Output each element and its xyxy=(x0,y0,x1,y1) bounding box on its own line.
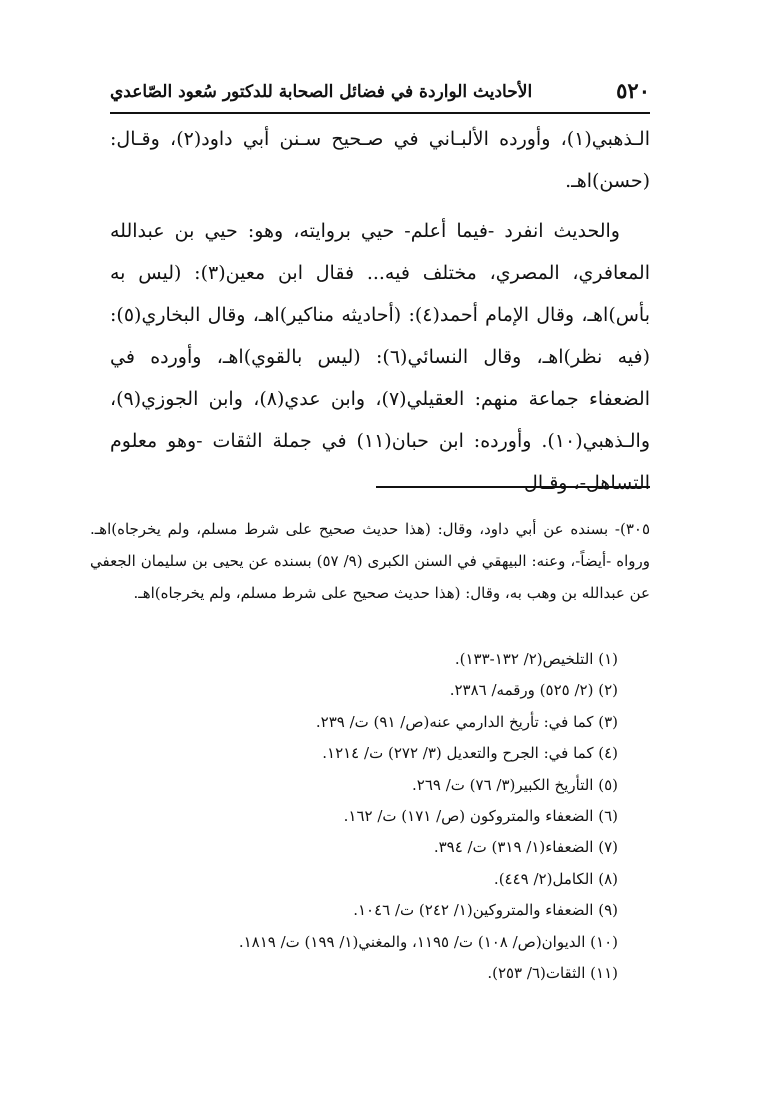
running-title: الأحاديث الواردة في فضائل الصحابة للدكتور سُعود الصّاعدي xyxy=(110,82,533,102)
page-number: ٥٢٠ xyxy=(616,78,650,103)
footnote: (٧) الضعفاء(١/ ٣١٩) ت/ ٣٩٤. xyxy=(433,838,618,857)
main-text xyxy=(110,118,650,504)
footnote: (١١) الثقات(٦/ ٢٥٣). xyxy=(487,964,618,983)
footnote: (٢) (٢/ ٥٢٥) ورقمه/ ٢٣٨٦. xyxy=(449,681,618,700)
footnote: (٤) كما في: الجرح والتعديل (٣/ ٢٧٢) ت/ ١٢١٤. xyxy=(322,744,618,763)
footnote: (٣) كما في: تأريخ الدارمي عنه(ص/ ٩١) ت/ ٢٣٩. xyxy=(315,712,618,731)
footnote: (١٠) الديوان(ص/ ١٠٨) ت/ ١١٩٥، والمغني(١/ ١٩٩) ت/ ١٨١٩. xyxy=(238,932,618,951)
footnote: (١) التلخيص(٢/ ١٣٢-١٣٣). xyxy=(454,650,618,668)
footnote: (٦) الضعفاء والمتروكون (ص/ ١٧١) ت/ ١٦٢. xyxy=(343,807,618,826)
footnote: (٥) التأريخ الكبير(٣/ ٧٦) ت/ ٢٦٩. xyxy=(412,775,618,794)
footnote-continuation: ٣٠٥)- بسنده عن أبي داود، وقال: (هذا حديث صحيح على شرط مسلم، ولم يخرجاه)اهـ. ورواه -أيضاً-، وعنه: البيهقي في السنن الكبرى (٩/ ٥٧) بسنده عن يحيى بن سليمان الجعفي عن عبدالله بن وهب به، وقال: (هذا حديث صحيح على شرط مسلم، ولم يخرجاه)اهـ. xyxy=(90,520,650,602)
page-header xyxy=(110,76,650,114)
footnote: (٨) الكامل(٢/ ٤٤٩). xyxy=(493,869,618,888)
footnote-list xyxy=(90,644,618,989)
footnote-separator xyxy=(376,486,650,488)
footnote: (٩) الضعفاء والمتروكين(١/ ٢٤٢) ت/ ١٠٤٦. xyxy=(353,901,618,920)
paragraph: الـذهبي(١)، وأورده الألبـاني في صـحيح سـنن أبي داود(٢)، وقـال: (حسن)اهـ. xyxy=(110,128,650,192)
paragraph: والحديث انفرد -فيما أعلم- حيي بروايته، وهو: حيي بن عبدالله المعافري، المصري، مختلف فيه... فقال ابن معين(٣): (ليس به بأس)اهـ، وقال الإمام أحمد(٤): (أحاديثه مناكير)اهـ، وقال البخاري(٥): (فيه نظر)اهـ، وقال النسائي(٦): (ليس بالقوي)اهـ، وأورده في الضعفاء جماعة منهم: العقيلي(٧)، وابن عدي(٨)، وابن الجوزي(٩)، والـذهبي(١٠). وأورده: ابن حبان(١١) في جملة الثقات -وهو معلوم التساهل-، وقـال xyxy=(110,220,651,494)
